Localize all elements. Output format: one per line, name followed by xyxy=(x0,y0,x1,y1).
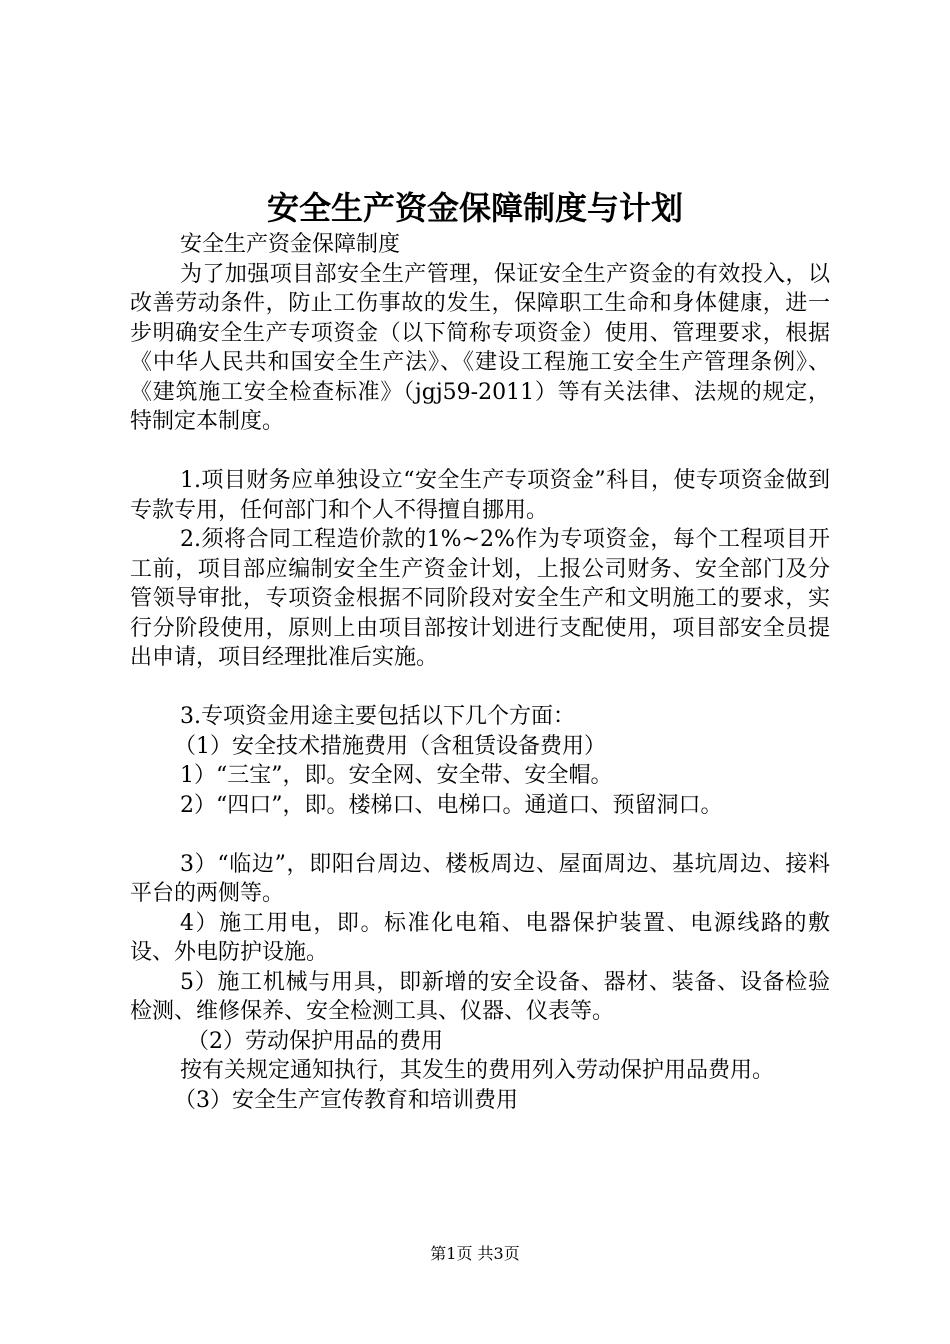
sub-item-2: （2）劳动保护用品的费用 xyxy=(187,1028,443,1054)
list-item-4: 4）施工用电，即。标准化电箱、电器保护装置、电源线路的敷设、外电防护设施。 xyxy=(130,910,830,965)
paragraph-gap xyxy=(130,820,830,850)
clause-2: 2.须将合同工程造价款的1%~2%作为专项资金，每个工程项目开工前，项目部应编制安全生产资金计划，上报公司财务、安全部门及分管领导审批，专项资金根据不同阶段对安全生产和文明施工的要求，实行分阶段使用，原则上由项目部按计划进行支配使用，项目部安全员提出申请，项目经理批准后实施。 xyxy=(130,527,830,670)
document-body xyxy=(130,230,830,1115)
page-footer: 第1页 共3页 xyxy=(430,1244,520,1263)
clause-1: 1.项目财务应单独设立“安全生产专项资金”科目，使专项资金做到专款专用，任何部门和个人不得擅自挪用。 xyxy=(130,468,830,523)
sub-item-3: （3）安全生产宣传教育和培训费用 xyxy=(174,1087,518,1113)
list-item-3: 3）“临边”，即阳台周边、楼板周边、屋面周边、基坑周边、接料平台的两侧等。 xyxy=(130,851,830,906)
document-title: 安全生产资金保障制度与计划 xyxy=(266,189,683,227)
sub-item-2-text: 按有关规定通知执行，其发生的费用列入劳动保护用品费用。 xyxy=(180,1058,775,1083)
list-item-1: 1）“三宝”，即。安全网、安全带、安全帽。 xyxy=(180,763,613,788)
intro-paragraph: 为了加强项目部安全生产管理，保证安全生产资金的有效投入，以改善劳动条件，防止工伤事故的发生，保障职工生命和身体健康，进一步明确安全生产专项资金（以下简称专项资金）使用、管理要求，根据《中华人民共和国安全生产法》、《建设工程施工安全生产管理条例》、《建筑施工安全检查标准》（jgj59-2011）等有关法律、法规的规定，特制定本制度。 xyxy=(130,261,830,434)
sub-item-1: （1）安全技术措施费用（含租赁设备费用） xyxy=(174,733,606,759)
section-heading: 安全生产资金保障制度 xyxy=(180,232,401,257)
paragraph-gap xyxy=(130,437,830,467)
clause-3: 3.专项资金用途主要包括以下几个方面： xyxy=(180,704,575,729)
paragraph-gap xyxy=(130,673,830,703)
list-item-5: 5）施工机械与用具，即新增的安全设备、器材、装备、设备检验检测、维修保养、安全检测工具、仪器、仪表等。 xyxy=(130,969,830,1024)
list-item-2: 2）“四口”，即。楼梯口、电梯口。通道口、预留洞口。 xyxy=(180,792,723,818)
